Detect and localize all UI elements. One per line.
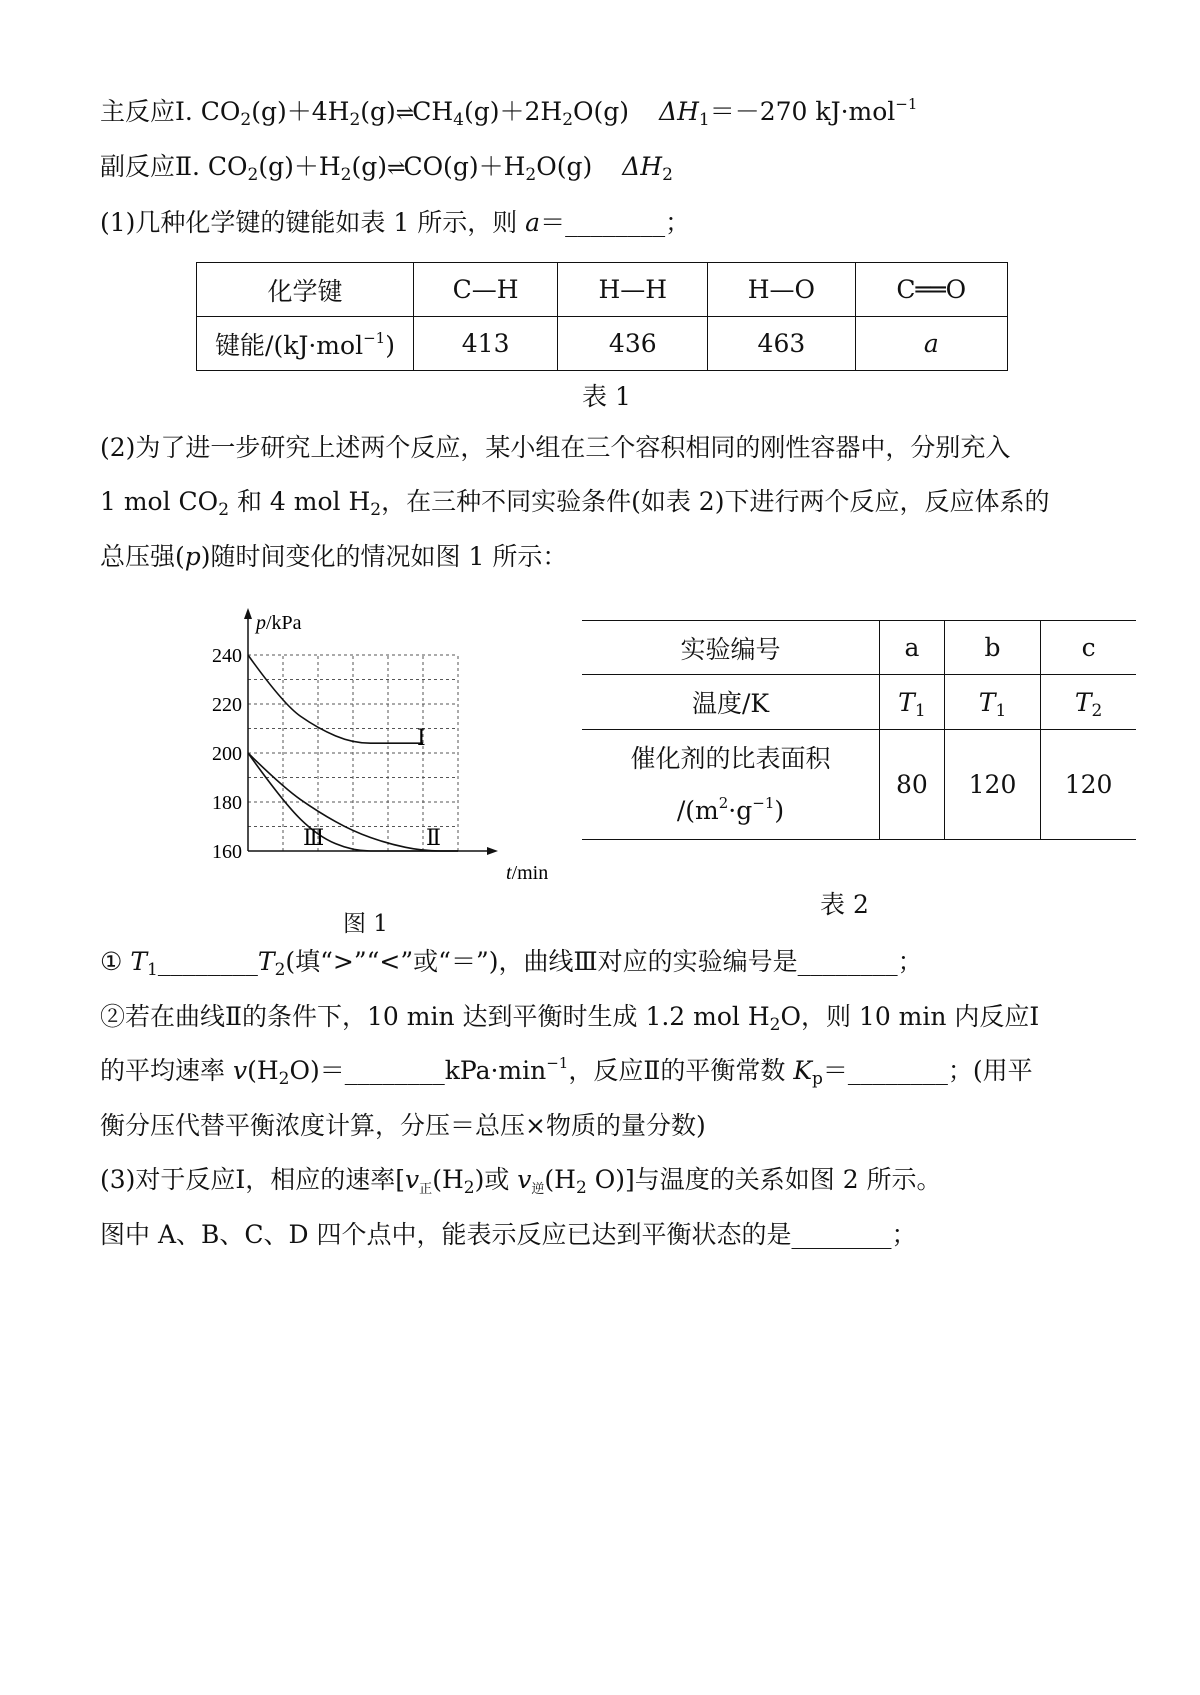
y-tick-label: 220 xyxy=(212,694,242,716)
sub-question-2-line-3: 衡分压代替平衡浓度计算，分压＝总压×物质的量分数) xyxy=(100,1111,706,1140)
table-cell: 436 xyxy=(558,317,708,371)
table-row xyxy=(582,730,1136,840)
figure-1-caption: 图 1 xyxy=(343,911,388,937)
table-cell: 413 xyxy=(414,317,558,371)
curve-label-2: Ⅱ xyxy=(426,825,441,850)
y-axis-label: p/kPa xyxy=(256,612,302,634)
curve-1 xyxy=(248,655,423,743)
question-2-line-3: 总压强(p)随时间变化的情况如图 1 所示： xyxy=(100,542,568,571)
table-cell: $T_2$ xyxy=(1041,675,1136,730)
y-tick-label: 240 xyxy=(212,645,242,667)
sub-question-1: ① $T_1\_\_\_\_\_\_\_\_T_2$(填“>”“<”或“＝”)，曲线Ⅲ对应的实验编号是________； xyxy=(100,947,923,980)
table-1-caption: 表 1 xyxy=(582,382,631,411)
table-header: c xyxy=(1041,621,1136,675)
table-cell: $T_1$ xyxy=(880,675,945,730)
table-header: 化学键 xyxy=(197,263,414,317)
question-2-line-1: (2)为了进一步研究上述两个反应，某小组在三个容积相同的刚性容器中，分别充入 xyxy=(100,433,1011,462)
table-row xyxy=(197,317,1008,371)
table-header: C══O xyxy=(855,263,1007,317)
question-1: (1)几种化学键的键能如表 1 所示，则 a＝________； xyxy=(100,208,691,237)
table-cell: 80 xyxy=(880,730,945,840)
reaction-2: 副反应Ⅱ. $CO_2(g)+H_2(g)\rightleftharpoons CO(g)+H_2O(g)$ $\Delta H_2$ xyxy=(100,152,673,185)
table-cell: $T_1$ xyxy=(944,675,1040,730)
question-3-line-1: (3)对于反应Ⅰ，相应的速率[$v_正(H_2)$或 $v_逆(H_2$ O)]与温度的关系如图 2 所示。 xyxy=(100,1165,942,1198)
experiment-conditions-table xyxy=(582,620,1136,840)
row-label: 键能/(kJ·mol$^{-1}$) xyxy=(197,317,414,371)
table-cell: 120 xyxy=(944,730,1040,840)
reaction-1: 主反应Ⅰ. $CO_2(g)+4H_2(g)\rightleftharpoons CH_4(g)+2H_2O(g)$ $\Delta H_1=-270$ kJ·mol$^{-1}$ xyxy=(100,95,918,130)
question-2-line-2: 1 mol $CO_2$ 和 4 mol $H_2$，在三种不同实验条件(如表 2)下进行两个反应，反应体系的 xyxy=(100,487,1050,520)
table-cell: a xyxy=(855,317,1007,371)
x-axis-label: t/min xyxy=(506,862,549,884)
x-axis-arrow-icon xyxy=(487,847,498,855)
table-row xyxy=(197,263,1008,317)
sub-question-2-line-1: ②若在曲线Ⅱ的条件下，10 min 达到平衡时生成 1.2 mol $H_2O$，则 10 min 内反应Ⅰ xyxy=(100,1002,1040,1035)
y-tick-label: 160 xyxy=(212,841,242,863)
curve-label-3: Ⅲ xyxy=(303,825,325,850)
row-label: 催化剂的比表面积 $/(m^2\cdot g^{-1})$ xyxy=(582,730,880,840)
curve-label-1: Ⅰ xyxy=(417,725,426,750)
table-header: 实验编号 xyxy=(582,621,880,675)
table-row xyxy=(582,675,1136,730)
bond-energy-table xyxy=(196,262,1008,371)
table-header: a xyxy=(880,621,945,675)
table-cell: 463 xyxy=(708,317,855,371)
question-3-line-2: 图中 A、B、C、D 四个点中，能表示反应已达到平衡状态的是________； xyxy=(100,1220,917,1249)
table-header: C—H xyxy=(414,263,558,317)
pressure-time-chart xyxy=(190,605,570,935)
table-2-caption: 表 2 xyxy=(820,890,869,919)
table-row xyxy=(582,621,1136,675)
table-header: b xyxy=(944,621,1040,675)
y-tick-label: 200 xyxy=(212,743,242,765)
table-header: H—O xyxy=(708,263,855,317)
y-tick-label: 180 xyxy=(212,792,242,814)
sub-question-2-line-2: 的平均速率 $v(H_2O)=\_\_\_\_\_\_\_\_kPa\cdot\min^{-1}$，反应Ⅱ的平衡常数 $K_p=\_\_\_\_\_\_\_\_$；(用平 xyxy=(100,1054,1033,1089)
table-header: H—H xyxy=(558,263,708,317)
table-cell: 120 xyxy=(1041,730,1136,840)
row-label: 温度/K xyxy=(582,675,880,730)
y-axis-arrow-icon xyxy=(244,608,252,619)
